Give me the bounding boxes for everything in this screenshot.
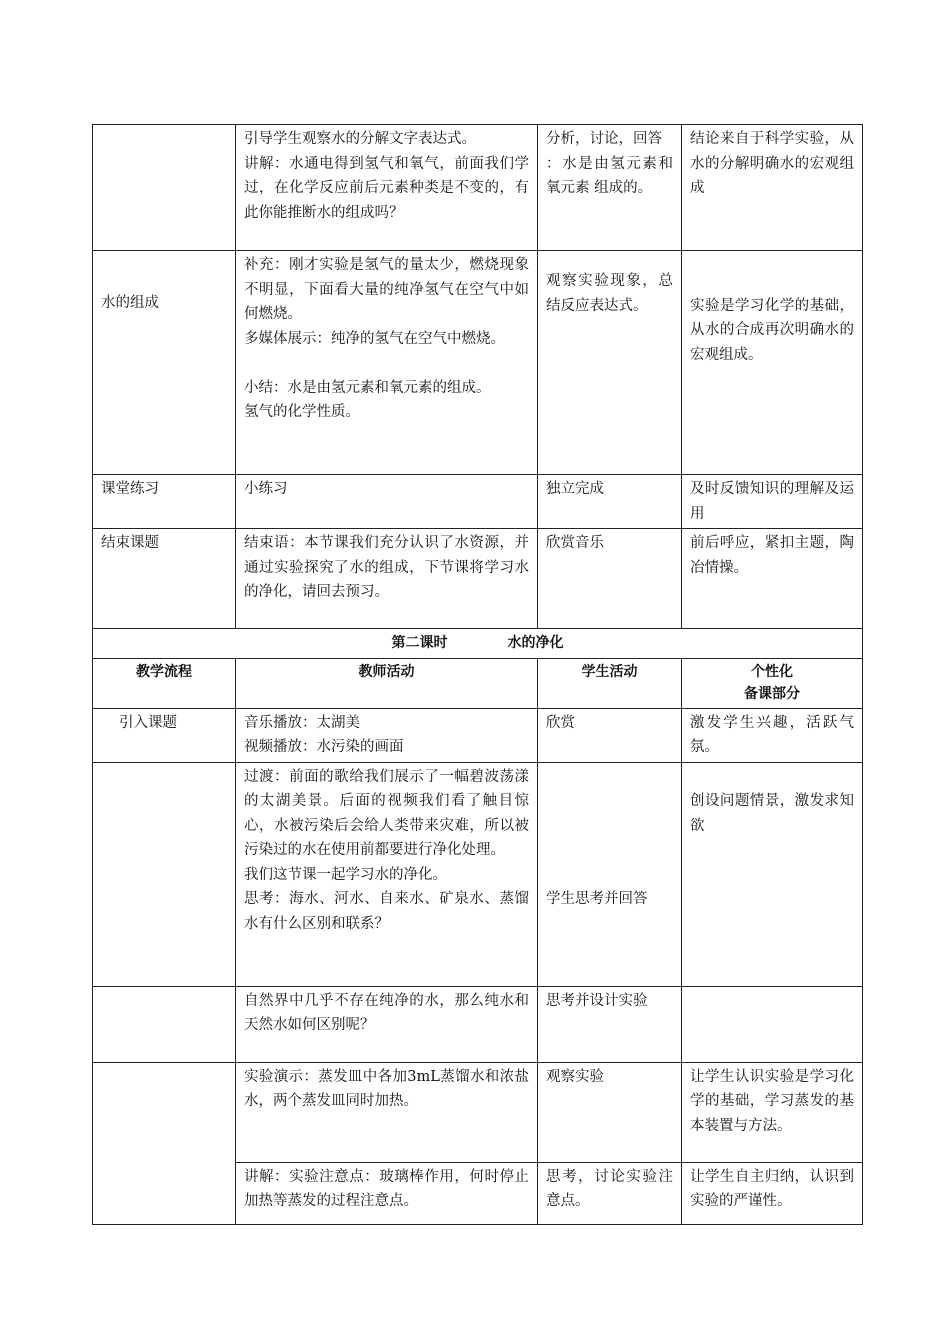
student-activity-cell: 欣赏音乐 <box>538 529 682 629</box>
flow-cell <box>93 125 236 251</box>
flow-cell: 引入课题 <box>93 708 236 762</box>
teacher-activity-cell: 结束语：本节课我们充分认识了水资源，并通过实验探究了水的组成，下节课将学习水的净化，请回去预习。 <box>236 529 538 629</box>
student-activity-cell: 学生思考并回答 <box>538 762 682 986</box>
notes-cell <box>682 986 863 1062</box>
flow-cell <box>93 762 236 986</box>
header-student: 学生活动 <box>538 658 682 708</box>
header-row <box>93 658 863 708</box>
teacher-activity-cell: 小练习 <box>236 475 538 529</box>
student-activity-cell: 欣赏 <box>538 708 682 762</box>
student-activity-cell: 思考并设计实验 <box>538 986 682 1062</box>
teacher-activity-cell: 补充：刚才实验是氢气的量太少，燃烧现象不明显，下面看大量的纯净氢气在空气中如何燃烧。 多媒体展示：纯净的氢气在空气中燃烧。 小结：水是由氢元素和氧元素的组成。 氢气的化学性质。 <box>236 251 538 475</box>
section-title <box>93 629 863 659</box>
section-title-row <box>93 629 863 659</box>
notes-cell: 让学生自主归纳，认识到实验的严谨性。 <box>682 1162 863 1224</box>
header-flow: 教学流程 <box>93 658 236 708</box>
notes-cell: 激发学生兴趣，活跃气氛。 <box>682 708 863 762</box>
notes-cell: 结论来自于科学实验，从水的分解明确水的宏观组成 <box>682 125 863 251</box>
flow-cell <box>93 251 236 475</box>
table-row <box>93 762 863 986</box>
table-row <box>93 708 863 762</box>
table-row <box>93 475 863 529</box>
teacher-activity-cell: 引导学生观察水的分解文字表达式。 讲解：水通电得到氢气和氧气，前面我们学过，在化学反应前后元素种类是不变的，有此你能推断水的组成吗？ <box>236 125 538 251</box>
teacher-activity-cell: 过渡：前面的歌给我们展示了一幅碧波荡漾的太湖美景。后面的视频我们看了触目惊心，水被污染后会给人类带来灾难，所以被污染过的水在使用前都要进行净化处理。 我们这节课一起学习水的净化。 思考：海水、河水、自来水、矿泉水、蒸馏水有什么区别和联系？ <box>236 762 538 986</box>
table-row <box>93 251 863 475</box>
table-row <box>93 529 863 629</box>
section-topic-label: 水的净化 <box>507 635 564 651</box>
table-row <box>93 1062 863 1162</box>
flow-cell <box>93 1062 236 1224</box>
student-activity-cell: 思考，讨论实验注意点。 <box>538 1162 682 1224</box>
flow-cell: 课堂练习 <box>93 475 236 529</box>
table-row <box>93 125 863 251</box>
header-notes <box>682 658 863 708</box>
teacher-activity-cell: 实验演示：蒸发皿中各加3mL蒸馏水和浓盐水，两个蒸发皿同时加热。 <box>236 1062 538 1162</box>
teacher-activity-cell: 音乐播放：太湖美 视频播放：水污染的画面 <box>236 708 538 762</box>
teacher-activity-cell: 自然界中几乎不存在纯净的水，那么纯水和天然水如何区别呢？ <box>236 986 538 1062</box>
section-lesson-label: 第二课时 <box>391 635 448 651</box>
header-notes-line2: 备课部分 <box>744 685 800 702</box>
flow-cell <box>93 986 236 1062</box>
notes-cell: 实验是学习化学的基础，从水的合成再次明确水的宏观组成。 <box>682 251 863 475</box>
flow-label: 水的组成 <box>101 295 159 311</box>
student-activity-cell: 观察实验现象，总结反应表达式。 <box>538 251 682 475</box>
student-activity-cell: 分析，讨论，回答 ：水是由氢元素和氧元素 组成的。 <box>538 125 682 251</box>
flow-cell: 结束课题 <box>93 529 236 629</box>
header-notes-line1: 个性化 <box>751 663 793 680</box>
notes-cell: 让学生认识实验是学习化学的基础，学习蒸发的基本装置与方法。 <box>682 1062 863 1162</box>
notes-cell: 前后呼应，紧扣主题，陶冶情操。 <box>682 529 863 629</box>
lesson-plan-table <box>92 124 863 1225</box>
student-activity-cell: 独立完成 <box>538 475 682 529</box>
notes-cell: 及时反馈知识的理解及运用 <box>682 475 863 529</box>
teacher-activity-cell: 讲解：实验注意点：玻璃棒作用，何时停止加热等蒸发的过程注意点。 <box>236 1162 538 1224</box>
table-row <box>93 986 863 1062</box>
student-activity-cell: 观察实验 <box>538 1062 682 1162</box>
notes-cell: 创设问题情景，激发求知欲 <box>682 762 863 986</box>
header-teacher: 教师活动 <box>236 658 538 708</box>
